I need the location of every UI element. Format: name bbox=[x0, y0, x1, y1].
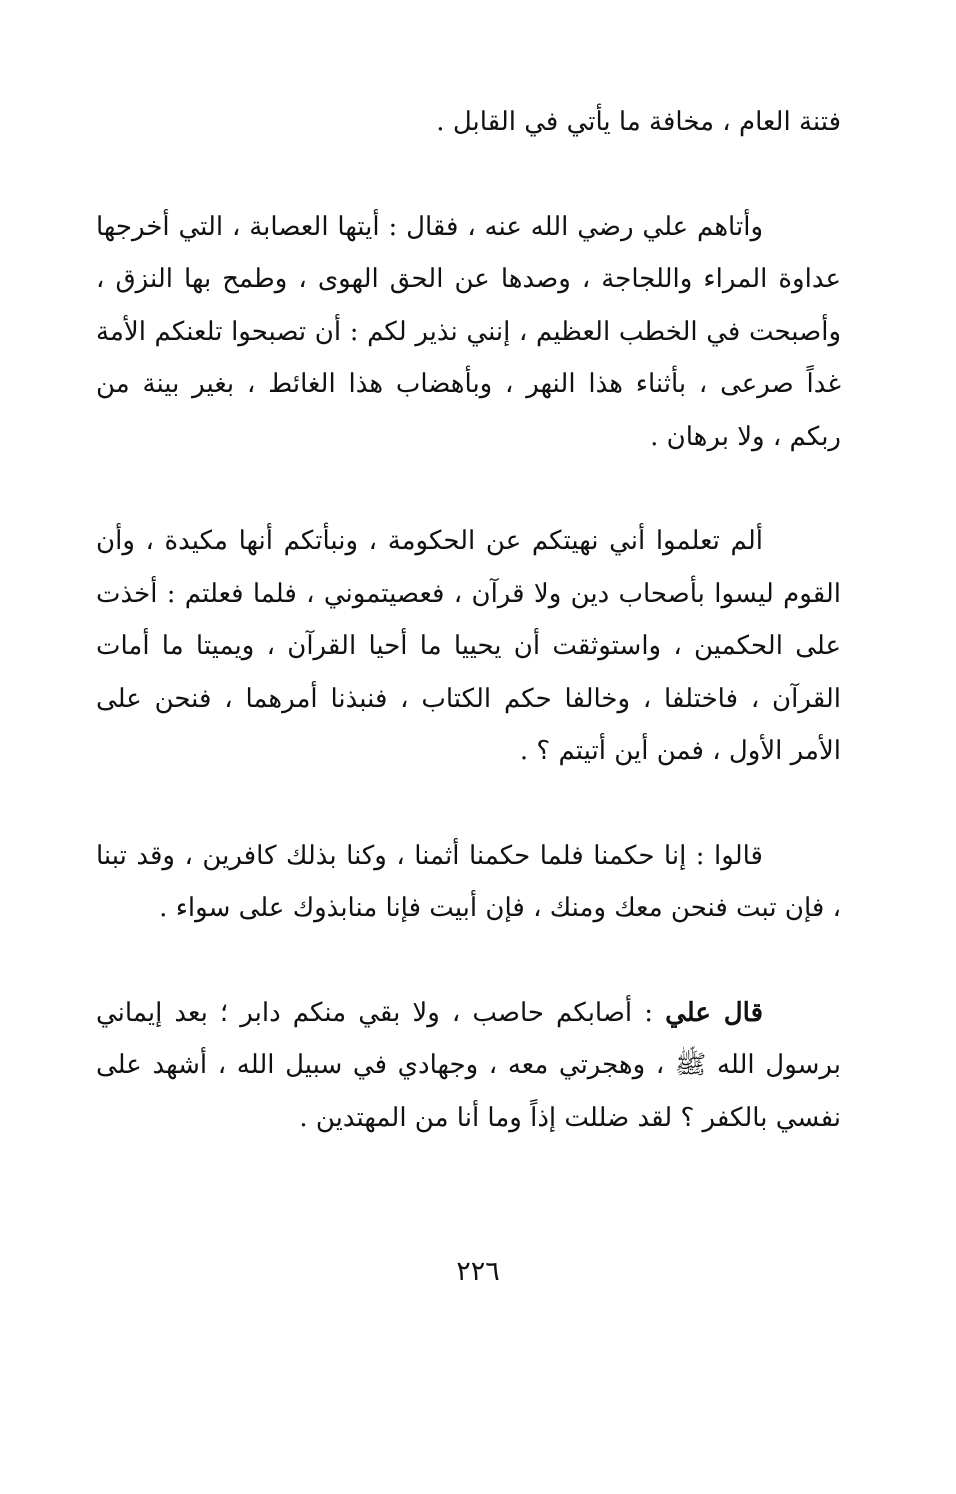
paragraph-gap bbox=[96, 935, 841, 987]
paragraph-3 bbox=[96, 515, 841, 778]
paragraph-5-text: : أصابكم حاصب ، ولا بقي منكم دابر ؛ بعد إيماني برسول الله ﷺ ، وهجرتي معه ، وجهادي في سبيل الله ، أشهد على نفسي بالكفر ؟ لقد ضللت إذاً وما أنا من المهتدين . bbox=[96, 997, 841, 1133]
paragraph-4 bbox=[96, 830, 841, 935]
paragraph-4-text: قالوا : إنا حكمنا فلما حكمنا أثمنا ، وكنا بذلك كافرين ، وقد تبنا ، فإن تبت فنحن معك ومنك ، فإن أبيت فإنا منابذوك على سواء . bbox=[96, 840, 841, 923]
paragraph-2-text: وأتاهم علي رضي الله عنه ، فقال : أيتها العصابة ، التي أخرجها عداوة المراء واللجاجة ، وصدها عن الحق الهوى ، وطمح بها النزق ، وأصبحت في الخطب العظيم ، إنني نذير لكم : أن تصبحوا تلعنكم الأمة غداً صرعى ، بأثناء هذا النهر ، وبأهضاب هذا الغائط ، بغير بينة من ربكم ، ولا برهان . bbox=[96, 211, 841, 452]
paragraph-3-text: ألم تعلموا أني نهيتكم عن الحكومة ، ونبأتكم أنها مكيدة ، وأن القوم ليسوا بأصحاب دين ولا قرآن ، فعصيتموني ، فلما فعلتم : أخذت على الحكمين ، واستوثقت أن يحييا ما أحيا القرآن ، ويميتا ما أمات القرآن ، فاختلفا ، وخالفا حكم الكتاب ، فنبذنا أمرهما ، فنحن على الأمر الأول ، فمن أين أتيتم ؟ . bbox=[96, 526, 841, 766]
paragraph-5-lead: قال علي bbox=[665, 997, 763, 1028]
page-body bbox=[96, 96, 841, 1144]
paragraph-1-text: فتنة العام ، مخافة ما يأتي في القابل . bbox=[436, 107, 841, 137]
paragraph-gap bbox=[96, 463, 841, 515]
paragraph-2 bbox=[96, 201, 841, 464]
paragraph-1 bbox=[96, 96, 841, 149]
page-number: ٢٢٦ bbox=[456, 1256, 500, 1287]
paragraph-5 bbox=[96, 987, 841, 1145]
paragraph-gap bbox=[96, 778, 841, 830]
paragraph-gap bbox=[96, 149, 841, 201]
